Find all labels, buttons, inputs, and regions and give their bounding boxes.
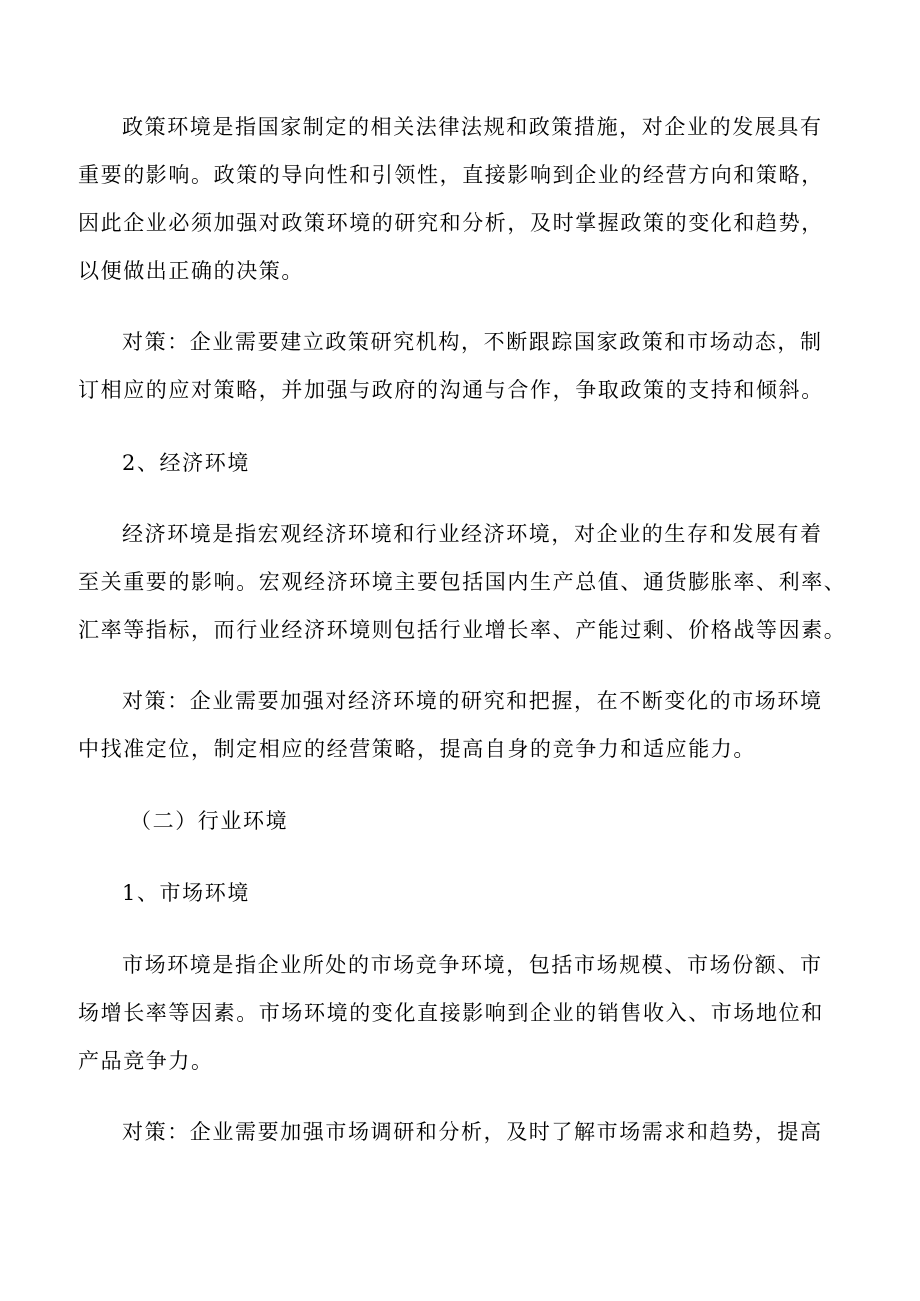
paragraph-policy-line-4: 以便做出正确的决策。 <box>78 259 304 283</box>
paragraph-economic-line-1: 经济环境是指宏观经济环境和行业经济环境，对企业的生存和发展有着 <box>122 522 823 546</box>
paragraph-market-measure-line-1: 对策：企业需要加强市场调研和分析，及时了解市场需求和趋势，提高 <box>122 1120 823 1144</box>
heading-industry-environment: （二）行业环境 <box>130 809 289 833</box>
paragraph-policy-line-2: 重要的影响。政策的导向性和引领性，直接影响到企业的经营方向和策略， <box>78 163 824 187</box>
paragraph-economic-line-3: 汇率等指标，而行业经济环境则包括行业增长率、产能过剩、价格战等因素。 <box>78 618 847 642</box>
heading-economic-environment: 2、经济环境 <box>122 451 250 475</box>
paragraph-economic-measure-line-1: 对策：企业需要加强对经济环境的研究和把握，在不断变化的市场环境 <box>122 689 823 713</box>
paragraph-market-line-1: 市场环境是指企业所处的市场竞争环境，包括市场规模、市场份额、市 <box>122 953 823 977</box>
paragraph-policy-line-3: 因此企业必须加强对政策环境的研究和分析，及时掌握政策的变化和趋势， <box>78 211 824 235</box>
paragraph-economic-measure-line-2: 中找准定位，制定相应的经营策略，提高自身的竞争力和适应能力。 <box>78 737 756 761</box>
paragraph-market-line-2: 场增长率等因素。市场环境的变化直接影响到企业的销售收入、市场地位和 <box>78 1001 824 1025</box>
paragraph-policy-measure-line-1: 对策：企业需要建立政策研究机构，不断跟踪国家政策和市场动态，制 <box>122 330 823 354</box>
paragraph-economic-line-2: 至关重要的影响。宏观经济环境主要包括国内生产总值、通货膨胀率、利率、 <box>78 570 847 594</box>
paragraph-policy-line-1: 政策环境是指国家制定的相关法律法规和政策措施，对企业的发展具有 <box>122 115 823 139</box>
paragraph-market-line-3: 产品竞争力。 <box>78 1049 214 1073</box>
paragraph-policy-measure-line-2: 订相应的应对策略，并加强与政府的沟通与合作，争取政策的支持和倾斜。 <box>78 378 824 402</box>
heading-market-environment: 1、市场环境 <box>122 881 250 905</box>
